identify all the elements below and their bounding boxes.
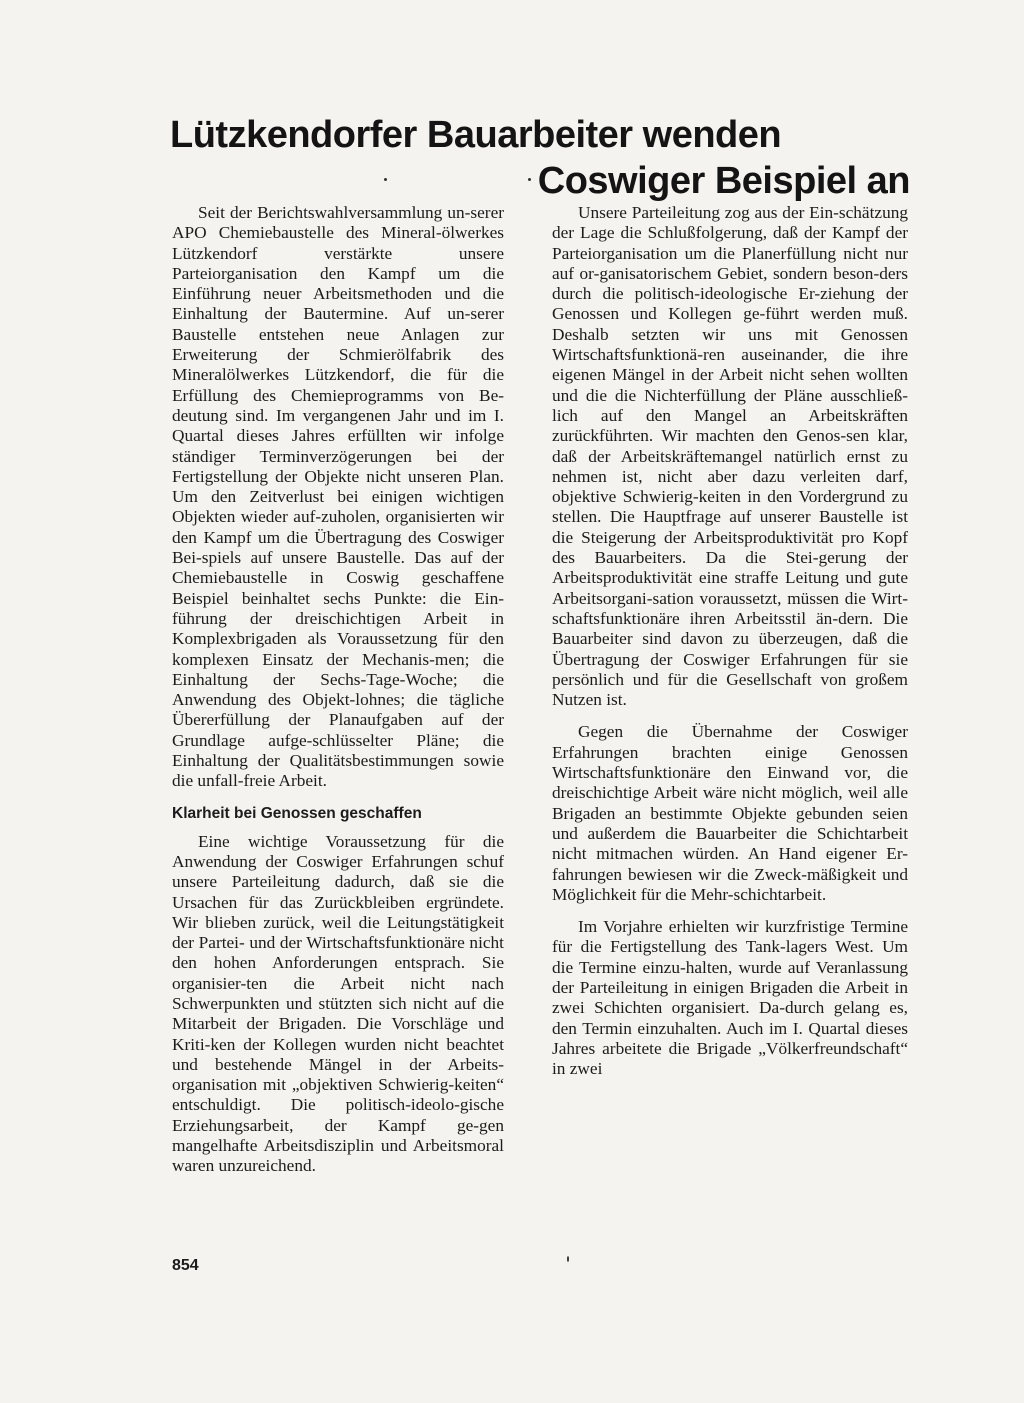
- page-number: 854: [172, 1257, 199, 1274]
- print-speck: [528, 178, 531, 181]
- right-column: [552, 203, 908, 1079]
- right-paragraph-3: Im Vorjahre erhielten wir kurzfristige Termine für die Fertigstellung des Tank-lagers West. Um die Termine einzu-halten, wurde auf Veranlassung der Parteileitung in einigen Brigaden die Arbeit in zwei Schichten organisiert. Da-durch gelang es, den Termin einzuhalten. Auch im I. Quartal dieses Jahres arbeitete die Brigade „Völkerfreundschaft“ in zwei: [552, 917, 908, 1079]
- left-paragraph-1: Seit der Berichtswahlversammlung un-serer APO Chemiebaustelle des Mineral-ölwerkes Lützkendorf verstärkte unsere Parteiorganisation den Kampf um die Einführung neuer Arbeitsmethoden und die Einhaltung der Bautermine. Auf un-serer Baustelle entstehen neue Anlagen zur Erweiterung der Schmierölfabrik des Mineralölwerkes Lützkendorf, die für die Erfüllung des Chemieprogramms von Be-deutung sind. Im vergangenen Jahr und im I. Quartal dieses Jahres erfüllten wir infolge ständiger Terminverzögerungen bei der Fertigstellung der Objekte nicht unseren Plan. Um den Zeitverlust bei einigen wichtigen Objekten wieder auf-zuholen, organisierten wir den Kampf um die Übertragung des Coswiger Bei-spiels auf unsere Baustelle. Das auf der Chemiebaustelle in Coswig geschaffene Beispiel beinhaltet sechs Punkte: die Ein-führung der dreischichtigen Arbeit in Komplexbrigaden als Voraussetzung für den komplexen Einsatz der Mechanis-men; die Einhaltung der Sechs-Tage-Woche; die Anwendung des Objekt-lohnes; die tägliche Übererfüllung der Planaufgaben auf der Grundlage aufge-schlüsselter Pläne; die Einhaltung der Qualitätsbestimmungen sowie die unfall-freie Arbeit.: [172, 203, 504, 791]
- article-headline: [170, 112, 910, 204]
- right-paragraph-1: Unsere Parteileitung zog aus der Ein-schätzung der Lage die Schlußfolgerung, daß der Kampf der Parteiorganisation um die Planerfüllung nicht nur auf or-ganisatorischem Gebiet, sondern beson-ders durch die politisch-ideologische Er-ziehung der Genossen und Kollegen ge-führt werden muß. Deshalb setzten wir uns mit Genossen Wirtschaftsfunktionä-ren auseinander, die ihre eigenen Mängel in der Arbeit nicht sehen wollten und die die Nichterfüllung der Pläne ausschließ-lich auf den Mangel an Arbeitskräften zurückführten. Wir machten den Genos-sen klar, daß der Arbeitskräftemangel natürlich ernst zu nehmen ist, nicht aber dazu verleiten darf, objektive Schwierig-keiten in den Vordergrund zu stellen. Die Hauptfrage auf unserer Baustelle ist die Steigerung der Arbeitsproduktivität pro Kopf des Bauarbeiters. Da die Stei-gerung der Arbeitsproduktivität eine straffe Leitung und gute Arbeitsorgani-sation voraussetzt, müssen die Wirt-schaftsfunktionäre ihren Arbeitsstil än-dern. Die Bauarbeiter sind davon zu überzeugen, daß die Übertragung der Coswiger Erfahrungen für sie persönlich und für die Gesellschaft von großem Nutzen ist.: [552, 203, 908, 710]
- print-speck: [567, 1256, 569, 1262]
- left-paragraph-2: Eine wichtige Voraussetzung für die Anwendung der Coswiger Erfahrungen schuf unsere Parteileitung dadurch, daß sie die Ursachen für das Zurückbleiben ergründete. Wir blieben zurück, weil die Leitungstätigkeit der Partei- und der Wirtschaftsfunktionäre nicht den hohen Anforderungen entsprach. Sie organisier-ten die Arbeit nicht nach Schwerpunkten und stützten sich nicht auf die Mitarbeit der Brigaden. Die Vorschläge und Kriti-ken der Kollegen wurden nicht beachtet und bestehende Mängel in der Arbeits-organisation mit „objektiven Schwierig-keiten“ entschuldigt. Die politisch-ideolo-gische Erziehungsarbeit, der Kampf ge-gen mangelhafte Arbeitsdisziplin und Arbeitsmoral waren unzureichend.: [172, 831, 504, 1176]
- right-paragraph-2: Gegen die Übernahme der Coswiger Erfahrungen brachten einige Genossen Wirtschaftsfunktionäre den Einwand vor, die dreischichtige Arbeit wäre nicht möglich, weil alle Brigaden an bestimmte Objekte gebunden seien und außerdem die Bauarbeiter die Schichtarbeit nicht mitmachen würden. An Hand eigener Er-fahrungen bewiesen wir die Zweck-mäßigkeit und Möglichkeit für die Mehr-schichtarbeit.: [552, 722, 908, 904]
- headline-line-1: Lützkendorfer Bauarbeiter wenden: [170, 114, 782, 156]
- section-subheading: Klarheit bei Genossen geschaffen: [172, 804, 422, 822]
- print-speck: [384, 178, 387, 181]
- headline-line-2: Coswiger Beispiel an: [537, 160, 910, 202]
- left-column: [172, 203, 504, 1177]
